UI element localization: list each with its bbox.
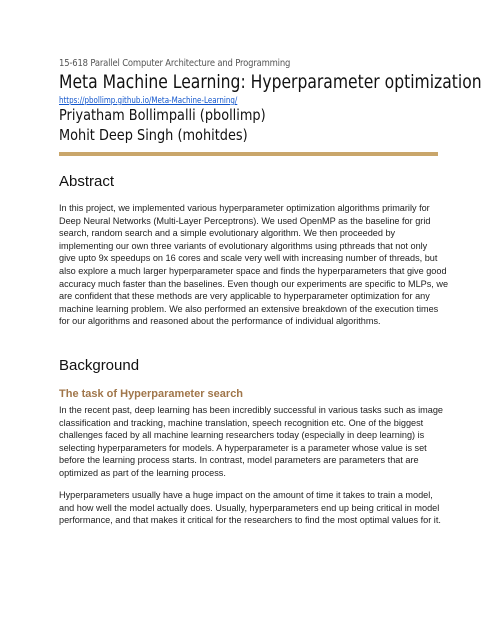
text-line: implementing our own three variants of evolutionary algorithms using pthreads that not only [59, 240, 428, 251]
header-divider [59, 152, 438, 156]
background-heading: Background [59, 357, 140, 374]
text-line: selecting hyperparameters for models. A hyperparameter is a parameter whose value is set [59, 442, 427, 453]
text-line: for our algorithms and reasoned about the performance of individual algorithms. [59, 316, 381, 327]
author-2: Mohit Deep Singh (mohitdes) [59, 126, 248, 144]
text-line: and how well the model actually does. Usually, hyperparameters end up being critical in model [59, 502, 440, 513]
background-paragraph-2 [59, 489, 457, 527]
text-line: accuracy much faster than the baselines. Even though our experiments are specific to MLPs, we [59, 278, 449, 289]
text-line: optimized as part of the learning process. [59, 467, 226, 478]
background-subheading: The task of Hyperparameter search [59, 388, 244, 400]
text-line: In the recent past, deep learning has been incredibly successful in various tasks such as image [59, 405, 443, 415]
text-line: classification and tracking, machine translation, speech recognition etc. One of the biggest [59, 417, 424, 428]
project-link[interactable]: https://pbollimp.github.io/Meta-Machine-Learning/ [59, 95, 238, 105]
author-1: Priyatham Bollimpalli (pbollimp) [59, 106, 266, 124]
text-line: also explore a much larger hyperparameter space and finds the hyperparameters that give good [59, 265, 447, 276]
abstract-heading: Abstract [59, 173, 115, 190]
text-line: before the learning process starts. In contrast, model parameters are parameters that are [59, 455, 419, 466]
text-line: challenges faced by all machine learning researchers today (especially in deep learning) is [59, 430, 425, 441]
abstract-paragraph [59, 202, 457, 328]
text-line: Hyperparameters usually have a huge impact on the amount of time it takes to train a model, [59, 490, 433, 500]
text-line: are confident that these methods are very applicable to hyperparameter optimization for any [59, 291, 430, 302]
text-line: give upto 9x speedups on 16 cores and scale very well with increasing number of threads, but [59, 253, 438, 264]
background-paragraph-1 [59, 404, 457, 480]
document-title: Meta Machine Learning: Hyperparameter optimization [59, 71, 482, 93]
text-line: performance, and that makes it critical for the researchers to find the most optimal values for it. [59, 515, 441, 526]
text-line: search, random search and a simple evolutionary algorithm. We then proceeded by [59, 228, 396, 239]
text-line: Deep Neural Networks (Multi-Layer Perceptrons). We used OpenMP as the baseline for grid [59, 215, 431, 226]
text-line: machine learning problem. We also performed an extensive breakdown of the execution times [59, 303, 439, 314]
course-name: 15-618 Parallel Computer Architecture and Programming [59, 58, 291, 69]
text-line: In this project, we implemented various hyperparameter optimization algorithms primarily for [59, 203, 430, 213]
